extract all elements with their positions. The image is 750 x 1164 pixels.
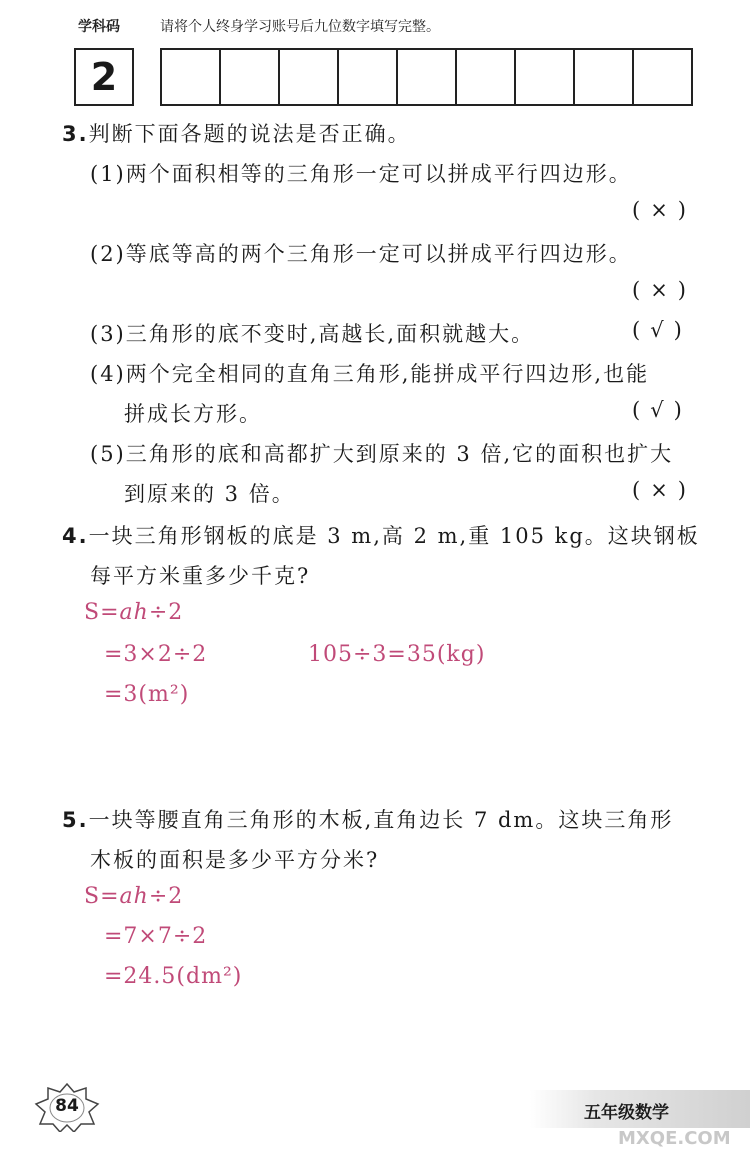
q4-text: 一块三角形钢板的底是 3 m,高 2 m,重 105 kg。这块钢板 <box>88 524 700 548</box>
q3-number: 3. <box>62 122 89 146</box>
account-digit-box[interactable] <box>280 50 339 104</box>
q3-item-5-answer: (×) <box>632 478 696 502</box>
q4-number: 4. <box>62 524 89 548</box>
q5-step2: =24.5(dm²) <box>104 964 243 989</box>
account-digit-box[interactable] <box>162 50 221 104</box>
q4-side-calc: 105÷3=35(kg) <box>308 642 486 667</box>
q3-prompt: 判断下面各题的说法是否正确。 <box>88 122 411 146</box>
subject-code-digit: 2 <box>90 55 118 99</box>
q3-item-5-line1: (5)三角形的底和高都扩大到原来的 3 倍,它的面积也扩大 <box>90 442 674 466</box>
q3-item-1-answer: (×) <box>632 198 696 222</box>
subject-code-box <box>74 48 134 106</box>
page-number: 84 <box>55 1096 79 1116</box>
q5-line2: 木板的面积是多少平方分米? <box>90 848 380 872</box>
account-digit-box[interactable] <box>575 50 634 104</box>
q5-formula-right: ÷2 <box>148 884 184 909</box>
q3-item-4-line1: (4)两个完全相同的直角三角形,能拼成平行四边形,也能 <box>90 362 650 386</box>
q4-formula-right: ÷2 <box>148 600 184 625</box>
q4-step2: =3(m²) <box>104 682 190 707</box>
q3-item-5-line2: 到原来的 3 倍。 <box>124 482 295 506</box>
footer-subject: 五年级数学 <box>584 1103 669 1123</box>
account-number-boxes[interactable] <box>160 48 693 106</box>
q5-number: 5. <box>62 808 89 832</box>
q4-formula <box>84 600 183 625</box>
account-digit-box[interactable] <box>516 50 575 104</box>
account-digit-box[interactable] <box>221 50 280 104</box>
q3-item-4-line2: 拼成长方形。 <box>124 402 262 426</box>
page-number-badge <box>34 1082 100 1132</box>
q4-step1: =3×2÷2 <box>104 642 208 667</box>
q3-item-1: (1)两个面积相等的三角形一定可以拼成平行四边形。 <box>90 162 632 186</box>
q3-heading <box>62 118 411 148</box>
q3-item-2-answer: (×) <box>632 278 696 302</box>
q4-line1 <box>62 520 700 550</box>
account-digit-box[interactable] <box>634 50 691 104</box>
watermark-text: MXQE.COM <box>618 1128 731 1149</box>
account-digit-box[interactable] <box>457 50 516 104</box>
q4-formula-left: S= <box>84 600 120 625</box>
q5-step1: =7×7÷2 <box>104 924 208 949</box>
subject-code-label: 学科码 <box>78 19 120 35</box>
q5-formula <box>84 884 183 909</box>
q4-formula-var: ah <box>119 600 149 625</box>
account-instruction: 请将个人终身学习账号后九位数字填写完整。 <box>160 19 440 35</box>
account-digit-box[interactable] <box>339 50 398 104</box>
q3-item-4-answer: (√) <box>632 398 692 422</box>
q4-line2: 每平方米重多少千克? <box>90 564 311 588</box>
q5-formula-left: S= <box>84 884 120 909</box>
q5-line1 <box>62 804 673 834</box>
account-digit-box[interactable] <box>398 50 457 104</box>
q3-item-2: (2)等底等高的两个三角形一定可以拼成平行四边形。 <box>90 242 632 266</box>
q3-item-3-answer: (√) <box>632 318 692 342</box>
q5-formula-var: ah <box>119 884 149 909</box>
q5-text: 一块等腰直角三角形的木板,直角边长 7 dm。这块三角形 <box>88 808 674 832</box>
q3-item-3: (3)三角形的底不变时,高越长,面积就越大。 <box>90 322 535 346</box>
